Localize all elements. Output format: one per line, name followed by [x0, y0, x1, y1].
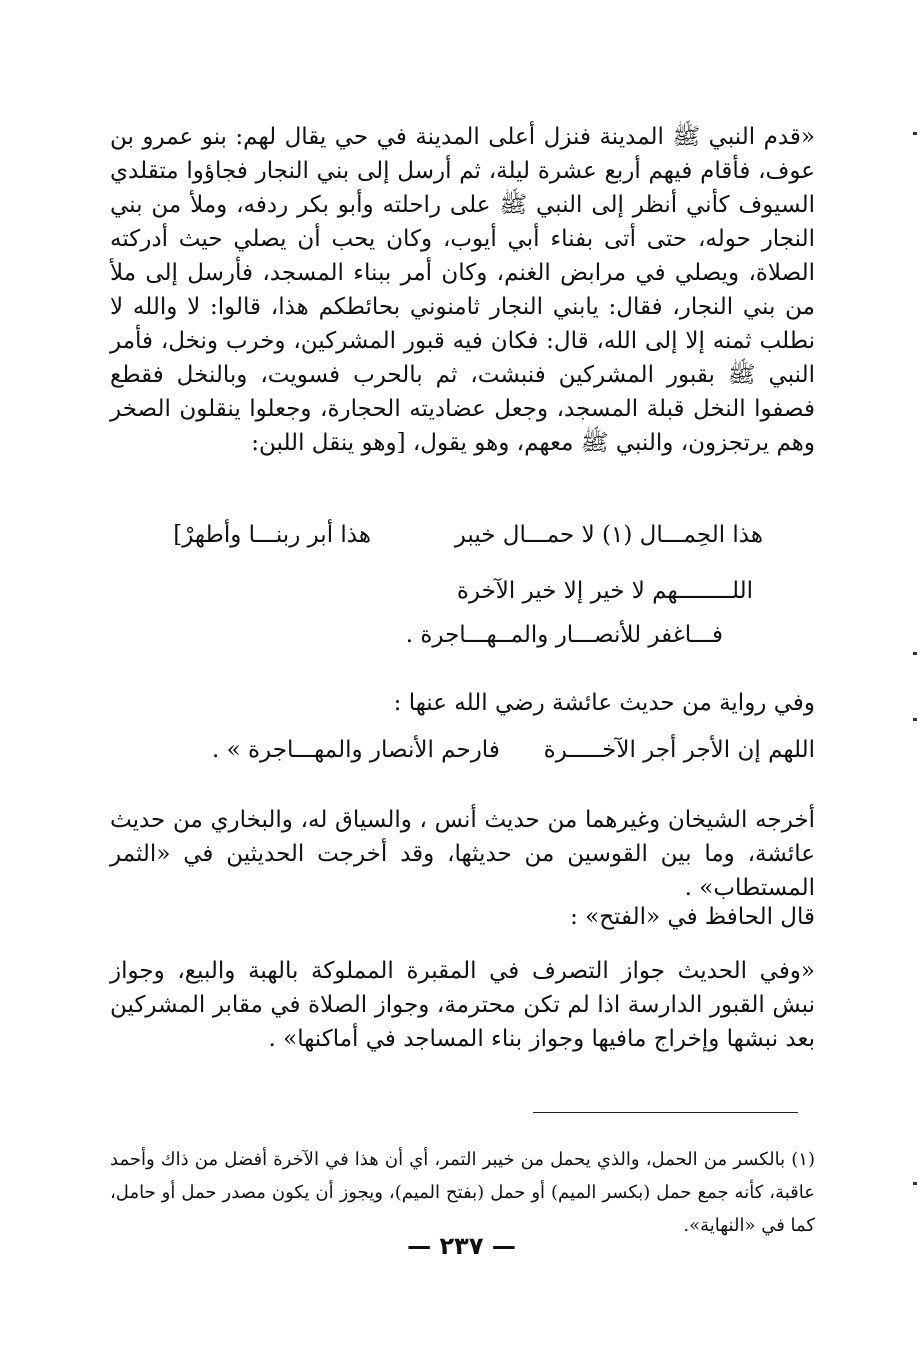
poem-line-1-right: هذا الحِمـــال (١) لا حمـــال خيبر: [454, 522, 763, 548]
source-paragraph: أخرجه الشيخان وغيرهما من حديث أنس ، والسياق له، والبخاري من حديث عائشة، وما بين القوسين من حديثها، وقد أخرجت الحديثين في «الثمر المستطاب» .: [110, 807, 815, 901]
margin-mark: [913, 652, 917, 655]
page-number: — ٢٣٧ —: [407, 1232, 516, 1260]
hafiz-quote: «وفي الحديث جواز التصرف في المقبرة المملوكة بالهبة والبيع، وجواز نبش القبور الدارسة اذا لم تكن محترمة، وجواز الصلاة في مقابر المشركين بعد نبشها وإخراج مافيها وجواز بناء المساجد في أماكنها» .: [110, 958, 815, 1052]
margin-mark: [913, 1182, 917, 1185]
margin-mark: [913, 132, 917, 135]
poem-line-1-left: هذا أبر ربنـــا وأطهرْ]: [173, 522, 371, 548]
footnote-divider: [533, 1112, 798, 1113]
margin-mark: [913, 718, 917, 721]
footnote: (١) بالكسر من الحمل، والذي يحمل من خيبر التمر، أي أن هذا في الآخرة أفضل من ذاك وأحمد عاقبة، كأنه جمع حمل (بكسر الميم) أو حمل (بفتح الميم)، ويجوز أن يكون مصدر حمل أو حامل، كما في «النهاية».: [110, 1149, 815, 1236]
main-paragraph: «قدم النبي ﷺ المدينة فنزل أعلى المدينة في حي يقال لهم: بنو عمرو بن عوف، فأقام فيهم أربع عشرة ليلة، ثم أرسل إلى بني النجار فجاؤوا متقلدي السيوف كأني أنظر إلى النبي ﷺ على راحلته وأبو بكر ردفه، وملأ من بني النجار حوله، حتى أتى بفناء أبي أيوب، وكان يحب أن يصلي حيث أدركته الصلاة، ويصلي في مرابض الغنم، وكان أمر ببناء المسجد، فأرسل إلى ملأ من بني النجار، فقال: يابني النجار ثامنوني بحائطكم هذا، قالوا: لا والله لا نطلب ثمنه إلا إلى الله، قال: فكان فيه قبور المشركين، وخرب ونخل، فأمر النبي ﷺ بقبور المشركين فنبشت، ثم بالحرب فسويت، وبالنخل فقطع فصفوا النخل قبلة المسجد، وجعل عضاديته الحجارة، وجعلوا ينقلون الصخر وهم يرتجزون، والنبي ﷺ معهم، وهو يقول، [وهو ينقل اللبن:: [110, 124, 815, 456]
hafiz-quote-intro: قال الحافظ في «الفتح» :: [570, 904, 815, 930]
poem-line-3: فـــاغفر للأنصـــار والمــهـــاجرة .: [405, 622, 723, 648]
narration-verse: اللهم إن الأجر أجر الآخـــــرة فارحم الأنصار والمهـــاجرة » .: [212, 737, 815, 763]
narration-intro: وفي رواية من حديث عائشة رضي الله عنها :: [393, 690, 815, 716]
poem-line-2: اللــــــــهم لا خير إلا خير الآخرة: [456, 578, 753, 604]
